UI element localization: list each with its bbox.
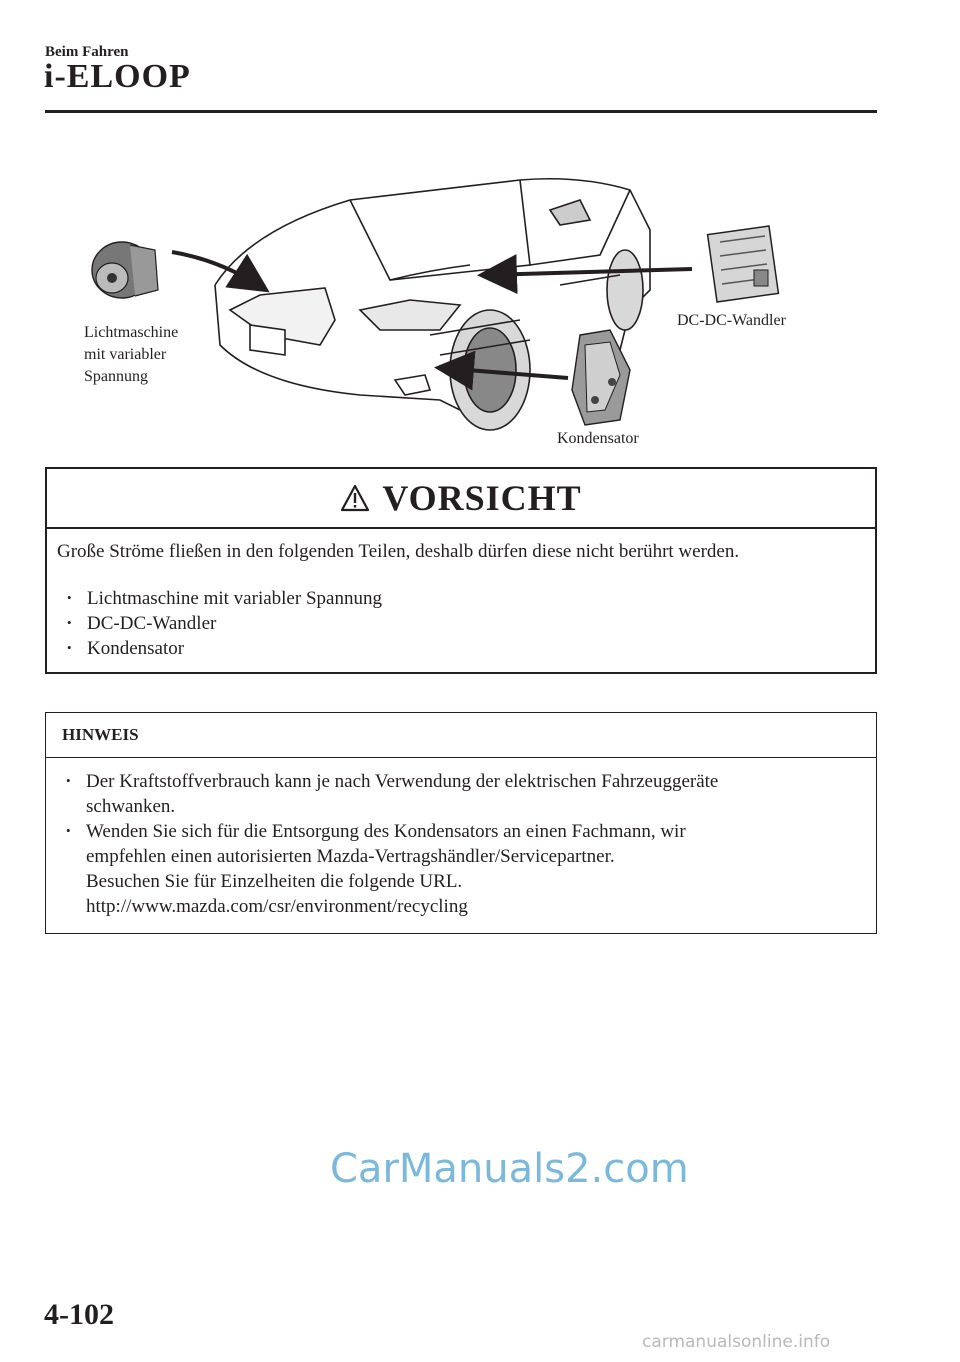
dcdc-label: DC-DC-Wandler	[677, 312, 786, 329]
note-title: HINWEIS	[62, 725, 139, 744]
caution-header	[47, 469, 875, 529]
caution-list	[65, 586, 382, 661]
caution-box	[45, 467, 877, 674]
section-label: Beim Fahren	[45, 44, 129, 60]
page-title: i-ELOOP	[44, 58, 191, 95]
list-item	[64, 819, 854, 919]
list-item	[64, 769, 854, 819]
note-header	[46, 713, 876, 758]
caution-text: Große Ströme fließen in den folgenden Teilen, deshalb dürfen diese nicht berührt werden.	[57, 541, 740, 562]
page-number: 4-102	[44, 1298, 114, 1331]
note-line: schwanken.	[86, 796, 176, 817]
dcdc-arrow	[485, 269, 692, 275]
alternator-label: Lichtmaschine mit variabler Spannung	[84, 324, 179, 385]
list-item: • DC-DC-Wandler	[65, 611, 382, 636]
watermark-logo: CarManuals2.com	[330, 1146, 689, 1192]
footer-site-link[interactable]: carmanualsonline.info	[642, 1332, 831, 1352]
note-box	[45, 712, 877, 934]
caution-title: VORSICHT	[382, 478, 582, 518]
i-eloop-component-illustration	[60, 170, 820, 460]
recycling-url[interactable]: http://www.mazda.com/csr/environment/recycling	[86, 896, 468, 917]
warning-triangle-icon	[340, 484, 370, 512]
note-line: • Der Kraftstoffverbrauch kann je nach Verwendung der elektrischen Fahrzeuggeräte	[86, 771, 719, 792]
list-item: • Kondensator	[65, 636, 382, 661]
alternator-icon	[92, 242, 158, 298]
title-divider	[45, 110, 877, 113]
note-line: empfehlen einen autorisierten Mazda-Vertragshändler/Servicepartner.	[86, 846, 615, 867]
list-item: • Lichtmaschine mit variabler Spannung	[65, 586, 382, 611]
note-list	[64, 769, 854, 919]
capacitor-label: Kondensator	[557, 430, 639, 447]
dcdc-converter-icon	[708, 226, 779, 302]
note-line: • Wenden Sie sich für die Entsorgung des Kondensators an einen Fachmann, wir	[86, 821, 686, 842]
note-line: Besuchen Sie für Einzelheiten die folgende URL.	[86, 871, 463, 892]
